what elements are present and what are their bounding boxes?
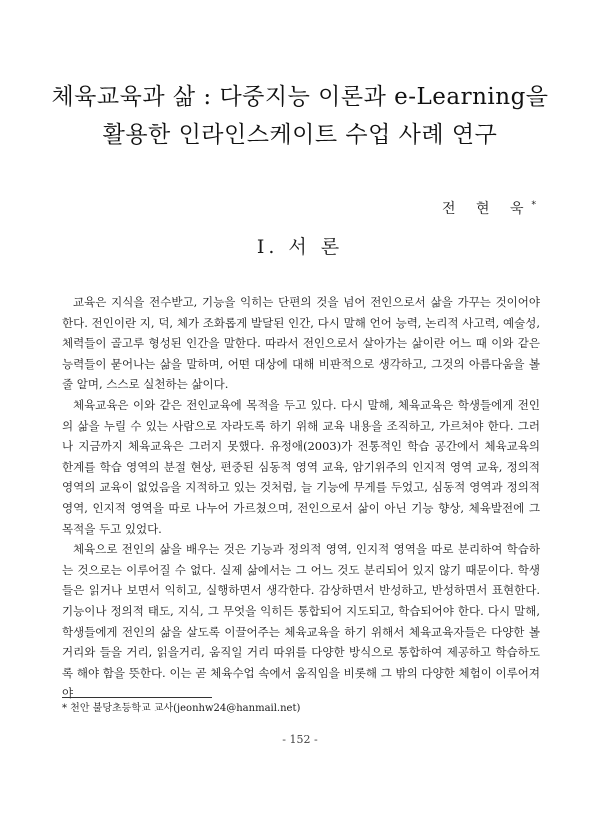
author-byline: [442, 198, 536, 218]
author-name: 전 현 욱: [442, 201, 532, 217]
paragraph: 체육교육은 이와 같은 전인교육에 목적을 두고 있다. 다시 말해, 체육교육은 학생들에게 전인의 삶을 누릴 수 있는 사람으로 자라도록 하기 위해 교육 내용을 조직하고, 가르쳐야 한다. 그러나 지금까지 체육교육은 그러지 못했다. 유정애(2003)가 전통적인 학습 공간에서 체육교육의 한계를 학습 영역의 분절 현상, 편중된 심동적 영역 교육, 암기위주의 인지적 영역 교육, 정의적 영역의 교육이 없었음을 지적하고 있는 것처럼, 늘 기능에 무게를 두었고, 심동적 영역과 정의적 영역, 인지적 영역을 따로 나누어 가르쳤으며, 전인으로서 삶이 아닌 기능 향상, 체육발전에 그 목적을 두고 있었다.: [62, 397, 540, 536]
title-line-1: 체육교육과 삶 : 다중지능 이론과 e-Learning을: [51, 84, 549, 110]
paper-title: [40, 78, 560, 154]
paragraph: 교육은 지식을 전수받고, 기능을 익히는 단편의 것을 넘어 전인으로서 삶을 가꾸는 것이어야 한다. 전인이란 지, 덕, 체가 조화롭게 발달된 인간, 다시 말해 언어 능력, 논리적 사고력, 예술성, 체력들이 골고루 형성된 인간을 말한다. 따라서 전인으로서 살아가는 삶이란 어느 때 이와 같은 능력들이 묻어나는 삶을 말하며, 어떤 대상에 대해 비판적으로 생각하고, 그것의 아름다움을 볼 줄 알며, 스스로 실천하는 삶이다.: [62, 295, 540, 392]
page-number: - 152 -: [282, 733, 318, 746]
body-text: [62, 292, 540, 704]
author-footnote-mark: *: [531, 200, 536, 211]
paragraph: 체육으로 전인의 삶을 배우는 것은 기능과 정의적 영역, 인지적 영역을 따로 분리하여 학습하는 것으로는 이루어질 수 없다. 실제 삶에서는 그 어느 것도 분리되어 있지 않기 때문이다. 학생들은 읽거나 보면서 익히고, 실행하면서 생각한다. 감상하면서 반성하고, 반성하면서 표현한다. 기능이나 정의적 태도, 지식, 그 무엇을 익히든 통합되어 지도되고, 학습되어야 한다. 다시 말해, 학생들에게 전인의 삶을 살도록 이끌어주는 체육교육을 하기 위해서 체육교육자들은 다양한 볼거리와 들을 거리, 읽을거리, 움직일 거리 따위를 다양한 방식으로 통합하여 제공하고 학습하도록 해야 함을 뜻한다. 이는 곧 체육수업 속에서 움직임을 비롯해 그 밖의 다양한 체험이 이루어져야: [62, 542, 540, 701]
section-heading: Ⅰ. 서 론: [256, 236, 344, 258]
footnote-divider: [62, 697, 212, 698]
footnote: * 천안 불당초등학교 교사(jeonhw24@hanmail.net): [62, 703, 301, 714]
title-line-2: 활용한 인라인스케이트 수업 사례 연구: [102, 122, 498, 148]
